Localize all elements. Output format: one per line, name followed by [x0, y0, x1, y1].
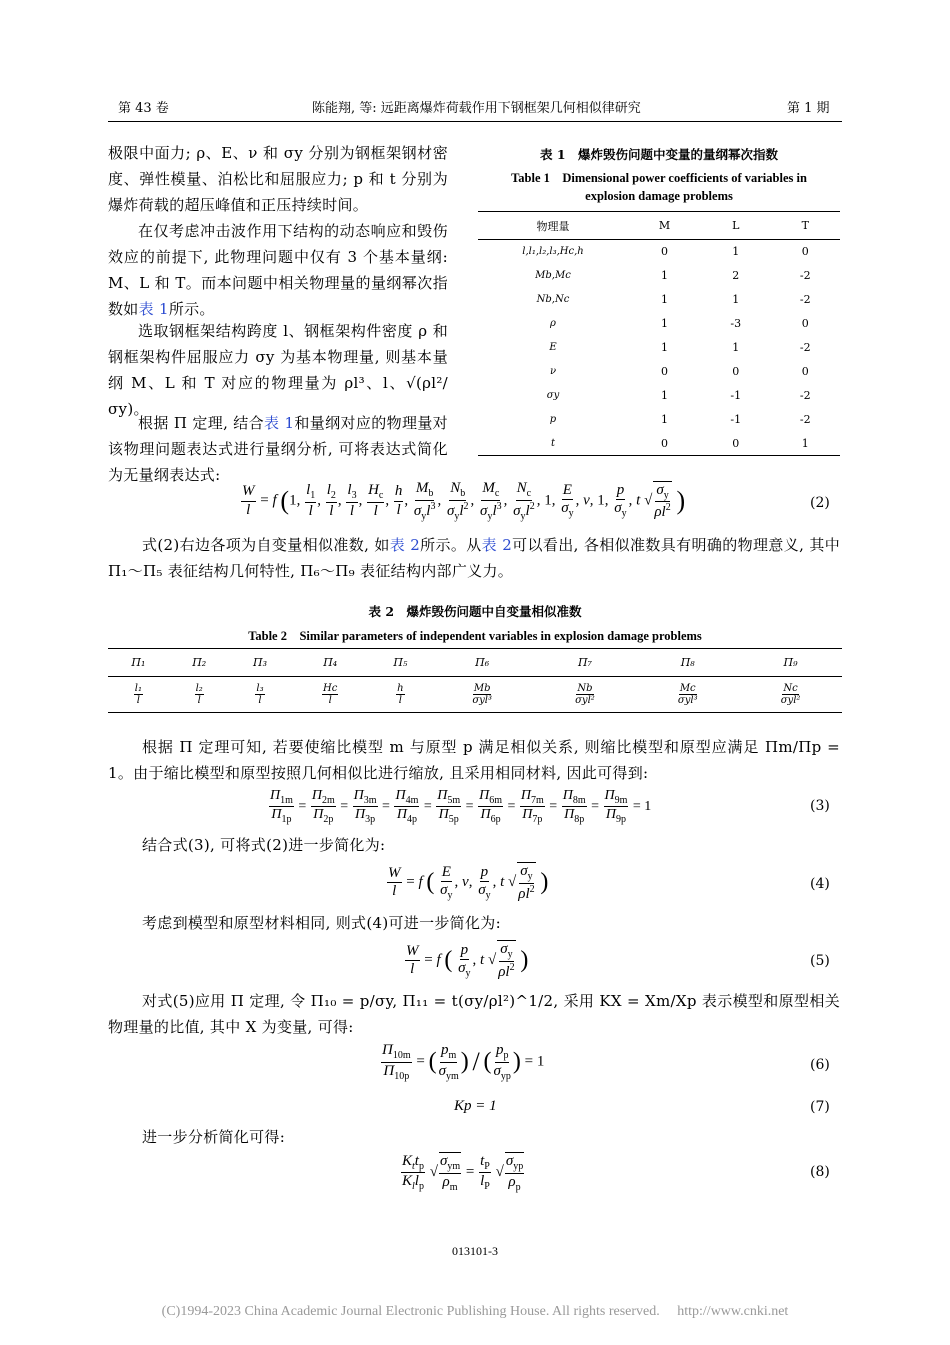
body-paragraph-6: 根据 Π 定理可知, 若要使缩比模型 m 与原型 p 满足相似关系, 则缩比模型和原型应满足 Πm/Πp = 1。由于缩比模型和原型按照几何相似比进行缩放, 且采用相同材料, 因此可得到:: [108, 738, 840, 782]
table1-cell: ρ: [550, 318, 556, 329]
table1-cell: 1: [661, 293, 668, 306]
table2-header: Π₂: [192, 656, 207, 669]
table2-link[interactable]: 表 2: [389, 536, 421, 554]
table2-numerator: Hc: [323, 682, 338, 694]
table2-numerator: l₃: [256, 682, 264, 694]
table2-numerator: h: [397, 682, 404, 694]
body-paragraph-5-text-c: 可以看出, 各相似准数具有明确的物理意义, 其中 Π₁～Π₅ 表征结构几何特性, Π₆～Π₉ 表征结构内部广义力。: [108, 536, 840, 580]
table1-cell: 0: [801, 245, 809, 259]
table1-cell: E: [549, 342, 557, 353]
table1-cell: -2: [799, 389, 811, 402]
table2-denominator: l: [258, 695, 262, 706]
table2-numerator: Mb: [473, 682, 491, 694]
table1-cell: -2: [799, 269, 811, 282]
table1-cell: -1: [730, 389, 742, 402]
table2-header: Π₉: [783, 656, 798, 669]
table2-header: Π₈: [680, 656, 695, 669]
table2-cell: [290, 677, 370, 713]
table1-cell: t: [550, 437, 556, 449]
table1-cell: 1: [661, 341, 668, 354]
header-rule: [108, 121, 842, 122]
left-paragraph-2-text-b: 所示。: [168, 300, 215, 318]
table2-numerator: Mc: [679, 682, 696, 694]
equation-7: Kp = 1: [454, 1098, 497, 1114]
table1-cell: ν: [549, 366, 557, 377]
table1-caption-en-1: Table 1 Dimensional power coefficients of variables in: [511, 171, 807, 185]
table1-cell: Nb,Nc: [536, 294, 570, 305]
body-paragraph-7: 结合式(3), 可将式(2)进一步简化为:: [142, 836, 386, 854]
left-paragraph-4-text-a: 根据 Π 定理, 结合: [138, 414, 265, 432]
table1-cell: 1: [801, 436, 809, 450]
header-running-title: 陈能翔, 等: 远距离爆炸荷载作用下钢框架几何相似律研究: [312, 101, 641, 116]
table1-cell: p: [549, 414, 557, 425]
left-paragraph-2: [108, 218, 448, 322]
table1-header: 物理量: [536, 219, 570, 233]
table1-row: [478, 288, 840, 312]
equation-3: $\frac{\Pi_{1m}}{\Pi_{1p}}$ = $\frac{\Pi_{2m}}{\Pi_{2p}}$ = $\frac{\Pi_{3m}}{\Pi_{3p}}$ = $\frac{\Pi_{4m}}{\Pi_{4p}}$ = $\frac{\Pi_{5m}}{\Pi_{5p}}$ = $\frac{\Pi_{6m}}{\Pi_{6p}}$ = $\frac{\Pi_{7m}}{\Pi_{7p}}$ = $\frac{\Pi_{8m}}{\Pi_{8p}}$ = $\frac{\Pi_{9m}}{\Pi_{9p}}$ = 1: [270, 788, 652, 826]
table1-cell: 0: [732, 436, 740, 450]
table1-row: [478, 360, 840, 384]
table2-denominator: σyl³: [677, 695, 698, 706]
table1-cell: -2: [799, 293, 811, 306]
table1-row: [478, 384, 840, 408]
left-paragraph-4-text-b: 和量纲对应的物理量对该物理问题表达式进行量纲分析, 可将表达式简化为无量纲表达式:: [108, 414, 448, 484]
table2-link-2[interactable]: 表 2: [481, 536, 513, 554]
table2-numerator: l₂: [195, 682, 203, 694]
table2: [108, 648, 842, 713]
table2-denominator: σyl²: [575, 695, 595, 706]
copyright-notice: (C)1994-2023 China Academic Journal Electronic Publishing House. All rights reserved. http://www.cnki.net: [161, 1304, 789, 1319]
table1-header: L: [732, 219, 740, 232]
table2-header: Π₄: [323, 656, 338, 669]
body-paragraph-5: [108, 532, 840, 584]
equation-7-number: (7): [810, 1099, 830, 1115]
table2-cell: [169, 677, 230, 713]
table1-row: [478, 408, 840, 432]
table1-cell: 0: [661, 436, 668, 450]
left-paragraph-2-text-a: 在仅考虑冲击波作用下结构的动态响应和毁伤效应的前提下, 此物理问题中仅有 3 个基本量纲: M、L 和 T。而本问题中相关物理量的量纲幂次指数如: [108, 222, 448, 318]
table1-cell: l,l₁,l₂,l₃,Hc,h: [522, 246, 584, 258]
table1-link-2[interactable]: 表 1: [264, 414, 295, 432]
table1-row: [478, 240, 840, 264]
table1-row: [478, 432, 840, 456]
equation-2: $\frac{W}{l}$ = f (1, $\frac{l_1}{l}$ , $\frac{l_2}{l}$ , $\frac{l_3}{l}$ , $\frac{H_c}{l}$ , $\frac{h}{l}$ , $\frac{M_b}{\sigma_yl^3}$ , $\frac{N_b}{\sigma_yl^2}$ , $\frac{M_c}{\sigma_yl^3}$ , $\frac{N_c}{\sigma_yl^2}$ , 1, $\frac{E}{\sigma_y}$ , ν, 1, $\frac{p}{\sigma_y}$ , t √ $\frac{\sigma_y}{\rho l^2}$ ): [242, 480, 686, 522]
table1-cell: 1: [661, 317, 668, 330]
header-issue: 第 1 期: [787, 101, 830, 116]
equation-5-number: (5): [810, 953, 830, 969]
table1-cell: 0: [661, 245, 668, 259]
table1-cell: 0: [732, 365, 740, 378]
table1-cell: σy: [546, 390, 560, 401]
table1-row: [478, 264, 840, 288]
equation-8-number: (8): [810, 1164, 830, 1180]
body-paragraph-8: 考虑到模型和原型材料相同, 则式(4)可进一步简化为:: [142, 914, 501, 932]
equation-6: $\frac{\Pi_{10m}}{\Pi_{10p}}$ = ( $\frac{p_m}{\sigma_{ym}}$ ) / ( $\frac{p_p}{\sigma_{yp}}$ ) = 1: [382, 1042, 545, 1082]
table2-header: Π₁: [131, 656, 146, 669]
equation-4-number: (4): [810, 876, 830, 892]
table2-cell: [739, 677, 842, 713]
table1-cell: 2: [732, 269, 740, 282]
equation-5: $\frac{W}{l}$ = f ( $\frac{p}{\sigma_y}$ , t √ $\frac{\sigma_y}{\rho l^2}$ ): [406, 941, 529, 980]
header-volume: 第 43 卷: [118, 101, 169, 116]
table2-cell: [431, 677, 534, 713]
table2-denominator: l: [398, 695, 402, 706]
table2-header: Π₆: [475, 656, 490, 669]
table1-row: [478, 336, 840, 360]
table2-numerator: Nb: [577, 682, 593, 694]
table2-header: Π₅: [393, 656, 408, 669]
table1-cell: 1: [732, 245, 740, 259]
table1-cell: 1: [732, 341, 740, 354]
table1-cell: -1: [730, 413, 742, 426]
table2-denominator: l: [328, 695, 332, 706]
equation-8: $\frac{K_tt_p}{K_ll_p}$ √ $\frac{\sigma_{ym}}{\rho_m}$ = $\frac{t_P}{l_P}$ √ $\frac{\sigma_{yp}}{\rho_p}$: [402, 1152, 524, 1193]
table1-link[interactable]: 表 1: [138, 300, 169, 318]
table1-cell: 1: [661, 413, 668, 426]
table2-cell: [534, 677, 637, 713]
table2-numerator: Nc: [783, 682, 798, 694]
table1-row: [478, 312, 840, 336]
table2-denominator: l: [136, 695, 140, 706]
body-paragraph-10: 进一步分析简化可得:: [142, 1128, 286, 1146]
table1-cell: 1: [661, 389, 668, 402]
table1-cell: 0: [801, 365, 809, 378]
table2-cell: [230, 677, 291, 713]
equation-2-number: (2): [810, 495, 830, 511]
table2-caption-en: Table 2 Similar parameters of independent variables in explosion damage problems: [248, 629, 702, 643]
equation-3-number: (3): [810, 798, 830, 814]
table2-cell: [108, 677, 169, 713]
table2-denominator: σyl²: [780, 695, 801, 706]
left-paragraph-3: 选取钢框架结构跨度 l、钢框架构件密度 ρ 和钢框架构件屈服应力 σy 为基本物理量, 则基本量纲 M、L 和 T 对应的物理量为 ρl³、l、√(ρl²/σy)。: [108, 322, 448, 418]
table1-cell: -3: [730, 317, 742, 330]
body-paragraph-5-text-a: 式(2)右边各项为自变量相似准数, 如: [142, 536, 390, 554]
table1-cell: 1: [661, 269, 668, 282]
table2-header: Π₇: [577, 656, 592, 669]
table1-cell: 1: [732, 293, 740, 306]
table1-caption-cn: 表 1 爆炸毁伤问题中变量的量纲幂次指数: [539, 147, 779, 162]
table2-cell: [636, 677, 739, 713]
body-paragraph-5-text-b: 所示。从: [420, 536, 482, 554]
table1-header: M: [658, 219, 671, 232]
table1-cell: -2: [799, 413, 811, 426]
table1-cell: 0: [801, 317, 809, 330]
table1-cell: -2: [799, 341, 811, 354]
table1-cell: Mb,Mc: [535, 270, 571, 281]
table1-caption-en-2: explosion damage problems: [585, 189, 733, 203]
table1: [478, 211, 840, 456]
table2-header: Π₃: [253, 656, 268, 669]
left-paragraph-1: 极限中面力; ρ、E、ν 和 σy 分别为钢框架钢材密度、弹性模量、泊松比和屈服应力; p 和 t 分别为爆炸荷载的超压峰值和正压持续时间。: [108, 144, 448, 214]
body-paragraph-9: 对式(5)应用 Π 定理, 令 Π₁₀ = p/σy, Π₁₁ = t(σy/ρl²)^1/2, 采用 KX = Xm/Xp 表示模型和原型相关物理量的比值, 其中 X 为变量, 可得:: [108, 992, 840, 1036]
table2-cell: [370, 677, 431, 713]
table2-denominator: l: [197, 695, 201, 706]
page-number: 013101-3: [452, 1244, 498, 1258]
table2-denominator: σyl³: [472, 695, 493, 706]
left-paragraph-4: [108, 410, 448, 488]
table2-numerator: l₁: [134, 682, 143, 694]
table2-caption-cn: 表 2 爆炸毁伤问题中自变量相似准数: [368, 604, 582, 619]
table1-cell: 0: [661, 365, 668, 378]
equation-6-number: (6): [810, 1057, 830, 1073]
table1-header: T: [801, 219, 809, 232]
equation-4: $\frac{W}{l}$ = f ( $\frac{E}{\sigma_y}$ , ν, $\frac{p}{\sigma_y}$ , t √ $\frac{\sigma_y}{\rho l^2}$ ): [388, 863, 549, 902]
